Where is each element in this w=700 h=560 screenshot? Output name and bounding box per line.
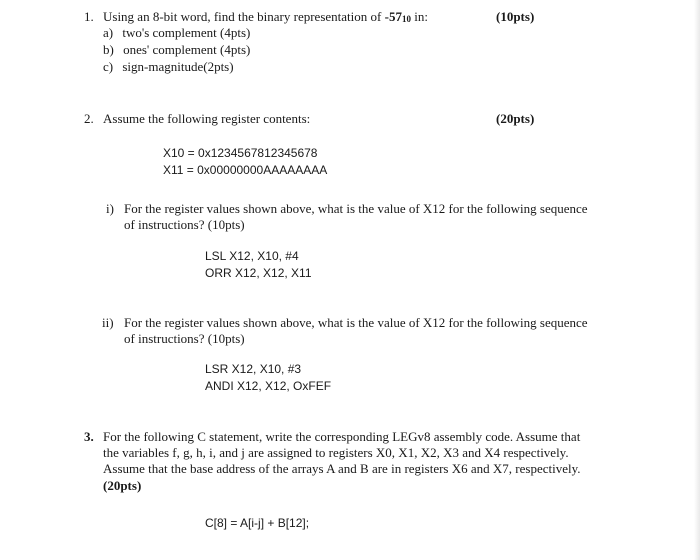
q1-part-c-text: sign-magnitude(2pts) bbox=[122, 59, 234, 74]
q1-value: -57 bbox=[384, 9, 402, 24]
q3-line: the variables f, g, h, i, and j are assigned to registers X0, X1, X2, X3 and X4 respectively. bbox=[103, 445, 569, 460]
page-edge-shadow bbox=[694, 0, 700, 560]
q1-part-a-text: two's complement (4pts) bbox=[122, 25, 251, 40]
q3-line: Assume that the base address of the arrays A and B are in registers X6 and X7, respectively. bbox=[103, 461, 581, 476]
q3-points: (20pts) bbox=[103, 478, 142, 493]
q1-part-b-text: ones' complement (4pts) bbox=[123, 42, 251, 57]
q2-i-code-line: ORR X12, X12, X11 bbox=[205, 266, 312, 280]
q1-part-a bbox=[103, 25, 250, 41]
q1-text-before: Using an 8-bit word, find the binary representation of bbox=[103, 9, 385, 24]
q2-i-code-line: LSL X12, X10, #4 bbox=[205, 249, 299, 263]
register-x10: X10 = 0x1234567812345678 bbox=[163, 146, 318, 160]
q2-ii-line2: of instructions? (10pts) bbox=[124, 331, 245, 346]
q2-ii-code-line: LSR X12, X10, #3 bbox=[205, 362, 302, 376]
q2-number: 2. bbox=[84, 111, 94, 126]
q1-part-c bbox=[103, 59, 234, 75]
q2-prompt: Assume the following register contents: bbox=[103, 111, 311, 126]
q1-text-after: in: bbox=[410, 9, 428, 24]
q2-points: (20pts) bbox=[496, 111, 535, 126]
q1-part-b bbox=[103, 42, 250, 58]
q2-i-line2: of instructions? (10pts) bbox=[124, 217, 245, 232]
q2-ii-label: ii) bbox=[102, 315, 114, 330]
q1-part-b-label: b) bbox=[103, 42, 114, 57]
q2-ii-code-line: ANDI X12, X12, OxFEF bbox=[205, 379, 332, 393]
q1-points: (10pts) bbox=[496, 9, 535, 24]
q2-i-line1: For the register values shown above, what is the value of X12 for the following sequence bbox=[124, 201, 588, 216]
q1-part-c-label: c) bbox=[103, 59, 114, 74]
q1-part-a-label: a) bbox=[103, 25, 114, 40]
q1-base: 10 bbox=[401, 14, 411, 24]
q2-ii-line1: For the register values shown above, what is the value of X12 for the following sequence bbox=[124, 315, 588, 330]
q3-line: For the following C statement, write the corresponding LEGv8 assembly code. Assume that bbox=[103, 429, 581, 444]
q3-number: 3. bbox=[84, 429, 94, 444]
q3-code: C[8] = A[i-j] + B[12]; bbox=[205, 516, 310, 530]
q1-number: 1. bbox=[84, 9, 94, 24]
register-x11: X11 = 0x00000000AAAAAAAA bbox=[163, 163, 328, 177]
q2-i-label: i) bbox=[106, 201, 114, 216]
